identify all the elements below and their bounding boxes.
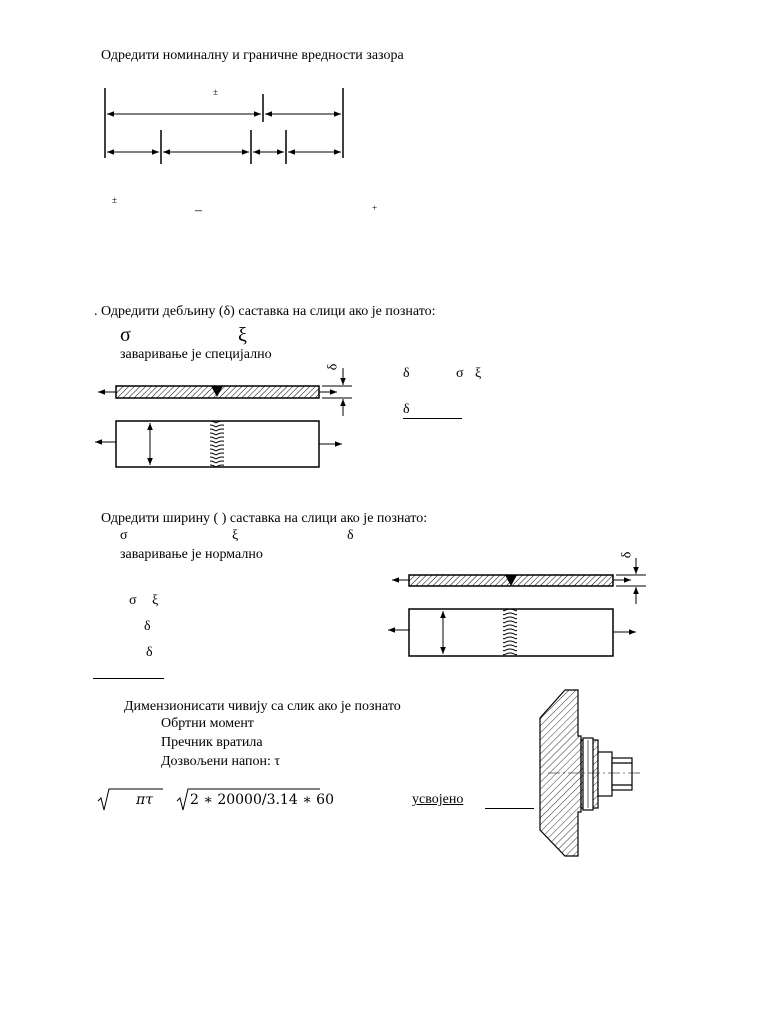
task1-plus-minus-top: ±	[213, 87, 218, 97]
task3-calc-xi: ξ	[152, 593, 159, 608]
task2-welding-note: заваривање је специјално	[120, 347, 272, 362]
task4-allowed-stress: Дозвољени напон: τ	[161, 754, 280, 769]
task4-title: Димензионисати чивију са слик ако је познато	[124, 699, 401, 714]
task3-calc-delta-1: δ	[144, 619, 151, 634]
task2-sigma: σ	[120, 324, 131, 346]
task1-plus-sign: +	[372, 203, 378, 213]
task4-formula-expr: 2 ∗ 20000/3.14 ∗ 60	[190, 792, 334, 808]
task3-sigma: σ	[120, 528, 128, 543]
task2-xi: ξ	[238, 324, 247, 346]
task3-title: Одредити ширину ( ) саставка на слици ако је познато:	[101, 511, 428, 526]
task3-calc-sigma: σ	[129, 593, 137, 608]
task1-plus-minus-bottom: ±	[112, 195, 117, 205]
task4-torque: Обртни момент	[161, 716, 254, 731]
task4-shaft-diameter: Пречник вратила	[161, 735, 263, 750]
task2-title: . Одредити дебљину (δ) саставка на слици ако је познато:	[94, 304, 436, 319]
task1-minus-sign: –	[195, 203, 202, 218]
task4-formula-pi-tau: πτ	[136, 792, 153, 808]
task2-delta-label: δ	[325, 363, 341, 371]
task4-adopted: усвојено	[412, 792, 464, 807]
task2-calc-sigma: σ	[456, 366, 464, 381]
task2-result-delta: δ	[403, 402, 410, 417]
task3-xi: ξ	[232, 528, 239, 543]
task3-delta-label: δ	[619, 551, 635, 559]
task2-calc-delta: δ	[403, 366, 410, 381]
task4-shaft	[598, 752, 632, 796]
task3-calc-delta-2: δ	[146, 645, 153, 660]
task4-pin	[583, 738, 593, 810]
task2-calc-xi: ξ	[475, 366, 482, 381]
task1-title: Одредити номиналну и граничне вредности зазора	[101, 48, 404, 63]
task3-welding-note: заваривање је нормално	[120, 547, 263, 562]
task3-delta: δ	[347, 528, 354, 543]
